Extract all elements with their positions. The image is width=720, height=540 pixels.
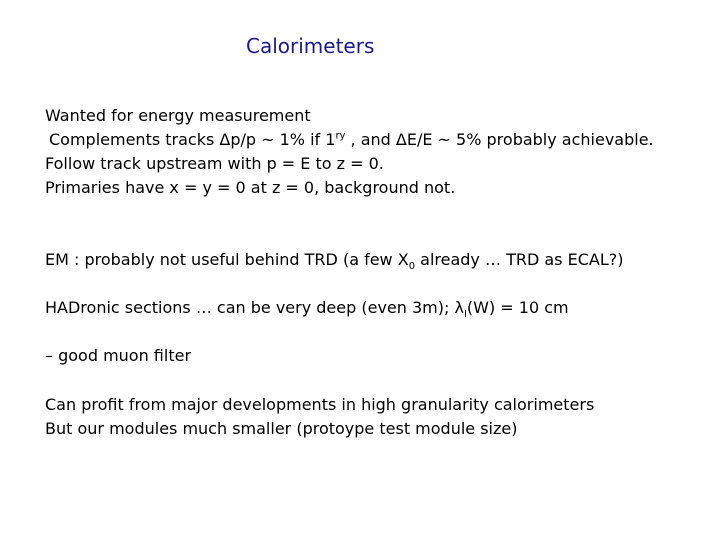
slide-title: Calorimeters xyxy=(246,34,375,58)
text-line-follow-track: Follow track upstream with p = E to z = 0. xyxy=(45,154,384,173)
complements-superscript: ry xyxy=(335,130,346,142)
had-text: HADronic sections … can be very deep (even 3m); λ xyxy=(45,298,464,317)
em-text: EM : probably not useful behind TRD (a few X xyxy=(45,250,409,269)
text-line-primaries: Primaries have x = y = 0 at z = 0, background not. xyxy=(45,178,456,197)
complements-text-end: , and ΔE/E ~ 5% probably achievable. xyxy=(345,130,654,149)
had-text-end: (W) = 10 cm xyxy=(466,298,569,317)
text-line-hadronic xyxy=(45,298,569,321)
text-line-complements xyxy=(49,130,654,150)
complements-text: Complements tracks Δp/p ~ 1% if 1 xyxy=(49,130,336,149)
em-text-end: already … TRD as ECAL?) xyxy=(415,250,624,269)
em-subscript: 0 xyxy=(408,261,416,273)
text-line-profit: Can profit from major developments in high granularity calorimeters xyxy=(45,395,595,414)
had-subscript: I xyxy=(463,309,467,321)
text-line-muon: – good muon filter xyxy=(45,346,192,365)
text-line-em xyxy=(45,250,624,273)
text-line-modules: But our modules much smaller (protoype test module size) xyxy=(45,419,518,438)
text-line-energy: Wanted for energy measurement xyxy=(45,106,311,125)
